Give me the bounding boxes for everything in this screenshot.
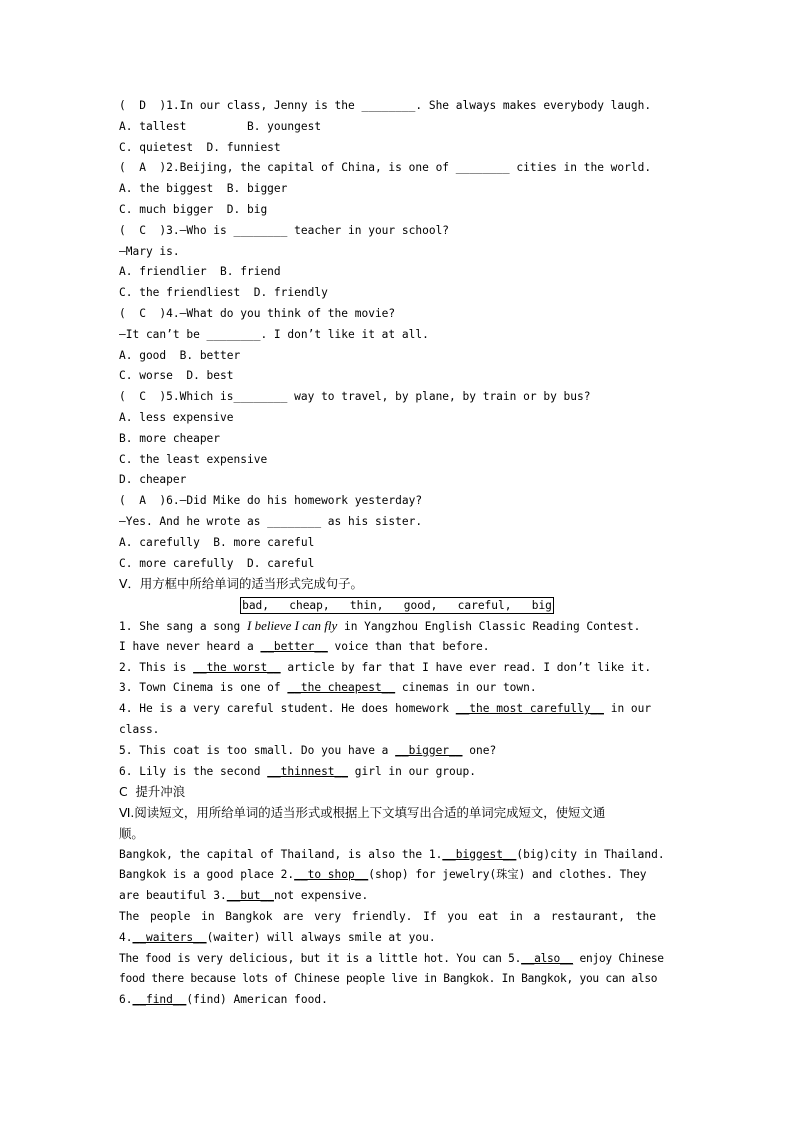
answer: __the most carefully__ bbox=[455, 702, 604, 716]
answer: __to shop__ bbox=[294, 868, 369, 882]
sentence-6: 6. Lily is the second __thinnest__ girl in our group. bbox=[119, 764, 476, 778]
section-6-title-cont: 顺。 bbox=[119, 825, 144, 841]
answer: __waiters__ bbox=[132, 930, 207, 944]
sentence-3: 3. Town Cinema is one of __the cheapest__ cinemas in our town. bbox=[119, 681, 537, 695]
section-6-title: Ⅵ.阅读短文，用所给单词的适当形式或根据上下文填写出合适的单词完成短文，使短文通 bbox=[119, 805, 606, 821]
question-6-reply: —Yes. And he wrote as ________ as his sister. bbox=[119, 514, 423, 528]
sentence-2: 2. This is __the worst__ article by far that I have ever read. I don’t like it. bbox=[119, 660, 652, 674]
answer: __the worst__ bbox=[193, 660, 281, 674]
option-line: A. the biggest B. bigger bbox=[119, 182, 288, 196]
answer: __find__ bbox=[132, 993, 187, 1007]
option-line: A. tallest B. youngest bbox=[119, 119, 322, 133]
passage-line: 6.__find__(find) American food. bbox=[119, 993, 328, 1007]
sentence-4: 4. He is a very careful student. He does homework __the most carefully__ in our bbox=[119, 702, 652, 716]
section-c-title: C 提升冲浪 bbox=[119, 784, 186, 800]
worksheet bbox=[119, 96, 675, 1011]
song-title: I believe I can fly bbox=[246, 617, 338, 633]
question-4-reply: —It can’t be ________. I don’t like it at all. bbox=[119, 327, 429, 341]
answer: __biggest__ bbox=[442, 847, 517, 861]
answer: __the cheapest__ bbox=[287, 681, 396, 695]
sentence-1-cont: I have never heard a __better__ voice than that before. bbox=[119, 639, 490, 653]
passage-line: The people in Bangkok are very friendly. If you eat in a restaurant, the bbox=[119, 910, 656, 924]
passage-line: The food is very delicious, but it is a little hot. You can 5.__also__ enjoy Chinese bbox=[119, 951, 664, 965]
question-2: ( A )2.Beijing, the capital of China, is one of ________ cities in the world. bbox=[119, 161, 652, 175]
option-line: A. friendlier B. friend bbox=[119, 265, 281, 279]
option-line: C. quietest D. funniest bbox=[119, 140, 281, 154]
question-1: ( D )1.In our class, Jenny is the ________. She always makes everybody laugh. bbox=[119, 99, 652, 112]
option-line: A. carefully B. more careful bbox=[119, 535, 315, 549]
option-line: D. cheaper bbox=[119, 473, 187, 487]
sentence-5: 5. This coat is too small. Do you have a __bigger__ one? bbox=[119, 743, 497, 757]
option-line: C. much bigger D. big bbox=[119, 202, 268, 216]
question-3: ( C )3.—Who is ________ teacher in your school? bbox=[119, 223, 450, 237]
question-5: ( C )5.Which is________ way to travel, by plane, by train or by bus? bbox=[119, 390, 591, 404]
answer: __thinnest__ bbox=[267, 764, 349, 778]
question-3-reply: —Mary is. bbox=[119, 244, 180, 258]
word-box: bad, cheap, thin, good, careful, big bbox=[242, 599, 552, 613]
option-line: C. the least expensive bbox=[119, 452, 268, 466]
section-5-title: V．用方框中所给单词的适当形式完成句子。 bbox=[119, 576, 363, 592]
sentence-4-cont: class. bbox=[119, 722, 160, 736]
passage-line: are beautiful 3.__but__not expensive. bbox=[119, 889, 369, 903]
question-4: ( C )4.—What do you think of the movie? bbox=[119, 306, 396, 320]
passage-line: Bangkok is a good place 2.__to shop__(shop) for jewelry(珠宝) and clothes. They bbox=[119, 868, 647, 882]
passage-line: 4.__waiters__(waiter) will always smile at you. bbox=[119, 930, 436, 944]
option-line: B. more cheaper bbox=[119, 431, 221, 445]
answer: __but__ bbox=[226, 889, 274, 903]
option-line: A. less expensive bbox=[119, 410, 234, 424]
option-line: C. more carefully D. careful bbox=[119, 556, 315, 570]
sentence-1: 1. She sang a song I believe I can fly in Yangzhou English Classic Reading Contest. bbox=[119, 617, 641, 633]
question-6: ( A )6.—Did Mike do his homework yesterday? bbox=[119, 494, 423, 508]
word-box-row bbox=[119, 595, 675, 616]
passage-line: food there because lots of Chinese people live in Bangkok. In Bangkok, you can also bbox=[119, 972, 658, 986]
answer: __better__ bbox=[260, 639, 328, 653]
passage-line: Bangkok, the capital of Thailand, is also the 1.__biggest__(big)city in Thailand. bbox=[119, 847, 665, 861]
answer: __bigger__ bbox=[395, 743, 463, 757]
option-line: A. good B. better bbox=[119, 348, 241, 362]
answer: __also__ bbox=[521, 951, 573, 965]
option-line: C. the friendliest D. friendly bbox=[119, 286, 328, 300]
option-line: C. worse D. best bbox=[119, 369, 234, 383]
